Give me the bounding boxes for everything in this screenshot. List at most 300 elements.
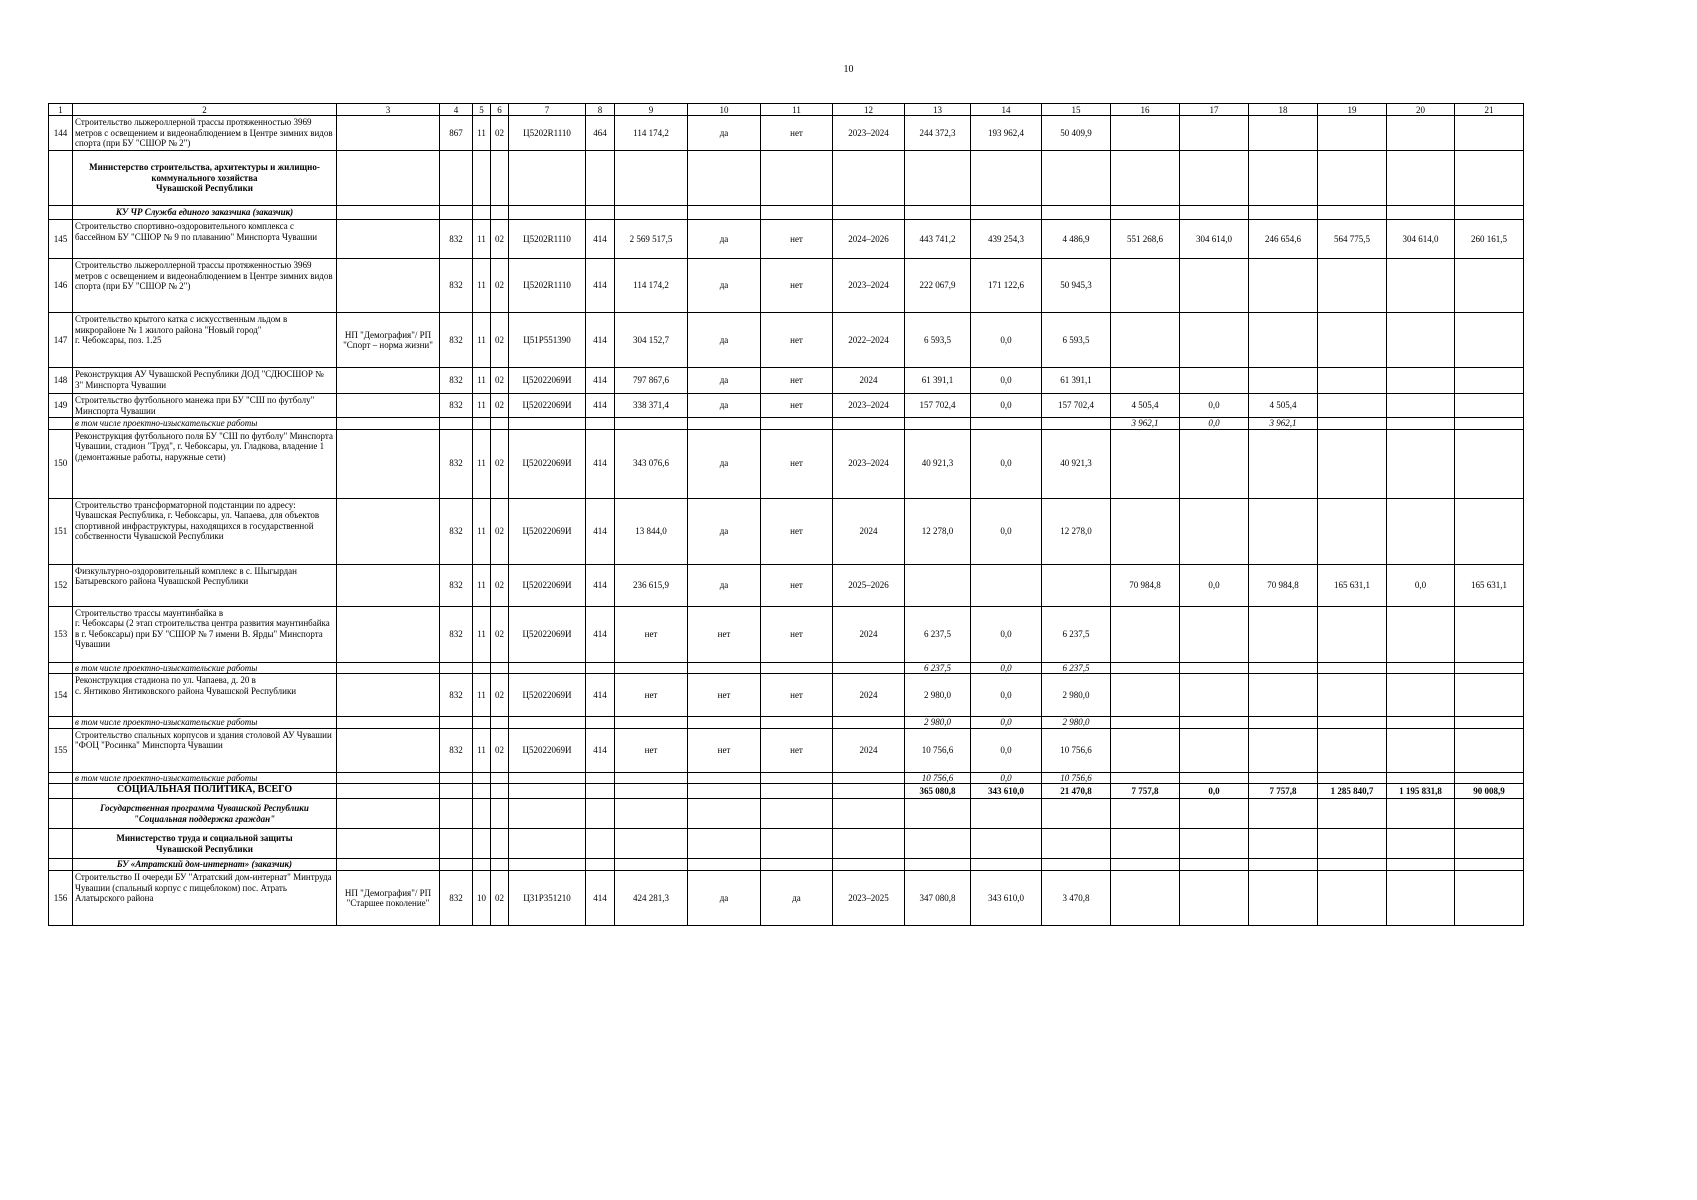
value-cell: 02 (491, 429, 509, 498)
value-cell (1455, 429, 1524, 498)
value-cell: нет (761, 394, 833, 418)
value-cell (615, 717, 688, 729)
value-cell (905, 799, 971, 829)
value-cell (1455, 498, 1524, 564)
value-cell: 02 (491, 871, 509, 926)
value-cell (1455, 674, 1524, 717)
page-number: 10 (843, 64, 854, 75)
value-cell (473, 859, 491, 871)
value-cell (337, 717, 440, 729)
value-cell: 12 278,0 (1042, 498, 1111, 564)
value-cell (1042, 859, 1111, 871)
column-number-header: 11 (761, 104, 833, 116)
value-cell (1455, 259, 1524, 313)
row-number-cell (49, 799, 73, 829)
row-number-cell: 150 (49, 429, 73, 498)
value-cell: да (688, 220, 761, 259)
value-cell (1111, 871, 1180, 926)
value-cell: да (688, 368, 761, 394)
value-cell (337, 799, 440, 829)
value-cell: 1 195 831,8 (1387, 784, 1455, 799)
value-cell (761, 829, 833, 859)
row-number-cell (49, 717, 73, 729)
value-cell (1111, 728, 1180, 772)
value-cell (1180, 498, 1249, 564)
value-cell: 414 (586, 674, 615, 717)
value-cell (1111, 606, 1180, 662)
value-cell (1455, 859, 1524, 871)
value-cell (337, 220, 440, 259)
value-cell: 260 161,5 (1455, 220, 1524, 259)
section-heading-row (49, 859, 1524, 871)
object-name-cell: Государственная программа Чувашской Республики "Социальная поддержка граждан" (73, 799, 337, 829)
value-cell: 304 614,0 (1387, 220, 1455, 259)
value-cell (440, 418, 473, 430)
value-cell (1387, 206, 1455, 220)
value-cell (1249, 116, 1318, 151)
value-cell (473, 151, 491, 206)
value-cell (1455, 394, 1524, 418)
value-cell (1318, 116, 1387, 151)
value-cell: нет (615, 674, 688, 717)
value-cell: 171 122,6 (971, 259, 1042, 313)
row-number-cell (49, 859, 73, 871)
value-cell (440, 151, 473, 206)
column-number-header: 18 (1249, 104, 1318, 116)
value-cell (1249, 799, 1318, 829)
value-cell: 0,0 (1180, 564, 1249, 606)
value-cell: 0,0 (971, 429, 1042, 498)
value-cell: 2 980,0 (1042, 717, 1111, 729)
value-cell (1318, 728, 1387, 772)
value-cell (688, 662, 761, 674)
value-cell: 7 757,8 (1249, 784, 1318, 799)
value-cell: 0,0 (971, 498, 1042, 564)
row-number-cell: 156 (49, 871, 73, 926)
value-cell: Ц51P551390 (509, 313, 586, 368)
value-cell (509, 206, 586, 220)
object-name-cell: КУ ЧР Служба единого заказчика (заказчик) (73, 206, 337, 220)
value-cell: 414 (586, 220, 615, 259)
section-heading-row (49, 151, 1524, 206)
value-cell: 0,0 (971, 674, 1042, 717)
value-cell (1318, 206, 1387, 220)
value-cell: 832 (440, 871, 473, 926)
value-cell: нет (761, 498, 833, 564)
value-cell (1387, 829, 1455, 859)
value-cell (337, 259, 440, 313)
value-cell (761, 206, 833, 220)
value-cell (688, 717, 761, 729)
object-name-cell: Министерство труда и социальной защиты Чувашской Республики (73, 829, 337, 859)
value-cell (1387, 418, 1455, 430)
value-cell: 11 (473, 116, 491, 151)
value-cell: 02 (491, 259, 509, 313)
value-cell (1387, 313, 1455, 368)
value-cell: да (688, 498, 761, 564)
value-cell: 424 281,3 (615, 871, 688, 926)
value-cell: 2024 (833, 728, 905, 772)
value-cell: 551 268,6 (1111, 220, 1180, 259)
value-cell (440, 772, 473, 784)
row-number-cell: 154 (49, 674, 73, 717)
value-cell: нет (761, 259, 833, 313)
value-cell: 10 756,6 (905, 772, 971, 784)
table-row (49, 313, 1524, 368)
value-cell: нет (761, 220, 833, 259)
value-cell (337, 394, 440, 418)
object-name-cell: Строительство II очереди БУ "Атратский дом-интернат" Минтруда Чувашии (спальный корпус с пищеблоком) пос. Атрать Алатырского района (73, 871, 337, 926)
value-cell: Ц52022069И (509, 368, 586, 394)
value-cell: 50 945,3 (1042, 259, 1111, 313)
value-cell (440, 859, 473, 871)
value-cell: Ц5202R1110 (509, 259, 586, 313)
value-cell (1111, 259, 1180, 313)
value-cell (337, 151, 440, 206)
value-cell (337, 498, 440, 564)
value-cell: 414 (586, 728, 615, 772)
value-cell: 13 844,0 (615, 498, 688, 564)
value-cell: нет (688, 606, 761, 662)
value-cell (586, 859, 615, 871)
value-cell (1042, 799, 1111, 829)
value-cell: 114 174,2 (615, 116, 688, 151)
value-cell (615, 151, 688, 206)
value-cell: да (688, 429, 761, 498)
value-cell (1455, 717, 1524, 729)
value-cell (337, 418, 440, 430)
value-cell (491, 784, 509, 799)
table-row (49, 116, 1524, 151)
value-cell (1111, 829, 1180, 859)
value-cell (761, 859, 833, 871)
value-cell (1387, 674, 1455, 717)
total-row (49, 784, 1524, 799)
value-cell: 343 076,6 (615, 429, 688, 498)
value-cell (1042, 829, 1111, 859)
row-number-cell: 155 (49, 728, 73, 772)
value-cell: нет (761, 116, 833, 151)
object-name-cell: Министерство строительства, архитектуры и жилищно-коммунального хозяйства Чувашской Республики (73, 151, 337, 206)
value-cell: 02 (491, 313, 509, 368)
value-cell (1318, 313, 1387, 368)
value-cell (905, 151, 971, 206)
value-cell: 6 593,5 (905, 313, 971, 368)
value-cell (1387, 394, 1455, 418)
row-number-cell (49, 206, 73, 220)
value-cell: 414 (586, 429, 615, 498)
value-cell: 02 (491, 674, 509, 717)
value-cell (509, 717, 586, 729)
value-cell (688, 206, 761, 220)
value-cell: 02 (491, 220, 509, 259)
value-cell (1249, 772, 1318, 784)
value-cell (491, 151, 509, 206)
value-cell: 414 (586, 871, 615, 926)
value-cell (473, 772, 491, 784)
value-cell: да (688, 313, 761, 368)
value-cell: 61 391,1 (1042, 368, 1111, 394)
value-cell: 0,0 (971, 662, 1042, 674)
value-cell (1180, 313, 1249, 368)
value-cell: нет (761, 728, 833, 772)
row-number-cell (49, 418, 73, 430)
value-cell (440, 784, 473, 799)
value-cell (1180, 829, 1249, 859)
value-cell (971, 829, 1042, 859)
value-cell (1249, 674, 1318, 717)
value-cell (337, 772, 440, 784)
value-cell: 797 867,6 (615, 368, 688, 394)
value-cell (1318, 871, 1387, 926)
value-cell: 90 008,9 (1455, 784, 1524, 799)
value-cell: 11 (473, 394, 491, 418)
value-cell (1111, 662, 1180, 674)
table-row (49, 498, 1524, 564)
value-cell: 3 962,1 (1111, 418, 1180, 430)
value-cell (491, 418, 509, 430)
value-cell: 244 372,3 (905, 116, 971, 151)
column-number-header: 8 (586, 104, 615, 116)
row-number-cell (49, 784, 73, 799)
value-cell: 61 391,1 (905, 368, 971, 394)
value-cell (1249, 368, 1318, 394)
value-cell: Ц52022069И (509, 564, 586, 606)
value-cell: 70 984,8 (1249, 564, 1318, 606)
value-cell (586, 829, 615, 859)
column-number-header: 3 (337, 104, 440, 116)
value-cell: да (688, 259, 761, 313)
value-cell (1387, 728, 1455, 772)
value-cell (491, 206, 509, 220)
value-cell (1180, 728, 1249, 772)
value-cell: 2022–2024 (833, 313, 905, 368)
value-cell: 304 152,7 (615, 313, 688, 368)
value-cell (473, 717, 491, 729)
value-cell (337, 674, 440, 717)
value-cell: 6 237,5 (1042, 662, 1111, 674)
value-cell (509, 418, 586, 430)
value-cell (440, 829, 473, 859)
value-cell (1387, 717, 1455, 729)
value-cell: 246 654,6 (1249, 220, 1318, 259)
value-cell (491, 772, 509, 784)
value-cell: 338 371,4 (615, 394, 688, 418)
value-cell: 832 (440, 394, 473, 418)
value-cell: 11 (473, 313, 491, 368)
value-cell (1180, 368, 1249, 394)
value-cell: Ц52022069И (509, 728, 586, 772)
value-cell: 6 237,5 (1042, 606, 1111, 662)
table-header-row (49, 104, 1524, 116)
value-cell: Ц52022069И (509, 394, 586, 418)
value-cell (1455, 772, 1524, 784)
value-cell (586, 662, 615, 674)
value-cell (1318, 859, 1387, 871)
value-cell (1249, 429, 1318, 498)
value-cell: 11 (473, 606, 491, 662)
value-cell (1249, 151, 1318, 206)
value-cell (1249, 313, 1318, 368)
value-cell: 2024 (833, 498, 905, 564)
value-cell (1318, 606, 1387, 662)
value-cell (1249, 662, 1318, 674)
value-cell: 0,0 (971, 717, 1042, 729)
value-cell: 0,0 (971, 394, 1042, 418)
value-cell: 193 962,4 (971, 116, 1042, 151)
column-number-header: 5 (473, 104, 491, 116)
value-cell (1249, 829, 1318, 859)
value-cell (440, 206, 473, 220)
value-cell (761, 151, 833, 206)
value-cell (1180, 871, 1249, 926)
value-cell: 2024 (833, 606, 905, 662)
table-row (49, 259, 1524, 313)
value-cell: 347 080,8 (905, 871, 971, 926)
value-cell (1249, 871, 1318, 926)
value-cell (615, 829, 688, 859)
value-cell (509, 662, 586, 674)
value-cell (1180, 259, 1249, 313)
value-cell: 4 505,4 (1111, 394, 1180, 418)
value-cell: 464 (586, 116, 615, 151)
value-cell (337, 116, 440, 151)
value-cell (473, 206, 491, 220)
value-cell (1387, 116, 1455, 151)
value-cell (688, 784, 761, 799)
value-cell: 343 610,0 (971, 871, 1042, 926)
value-cell: 832 (440, 368, 473, 394)
value-cell: НП "Демография"/ РП "Старшее поколение" (337, 871, 440, 926)
value-cell (473, 662, 491, 674)
value-cell (1111, 674, 1180, 717)
value-cell (833, 206, 905, 220)
value-cell (337, 662, 440, 674)
value-cell (1042, 151, 1111, 206)
value-cell: 10 (473, 871, 491, 926)
row-number-cell: 144 (49, 116, 73, 151)
value-cell (491, 859, 509, 871)
value-cell (1318, 259, 1387, 313)
value-cell: 867 (440, 116, 473, 151)
value-cell (905, 859, 971, 871)
value-cell (473, 829, 491, 859)
value-cell (615, 784, 688, 799)
value-cell (1111, 429, 1180, 498)
value-cell (971, 564, 1042, 606)
value-cell (586, 799, 615, 829)
object-name-cell: Строительство спортивно-оздоровительного комплекса с бассейном БУ "СШОР № 9 по плаванию" Минспорта Чувашии (73, 220, 337, 259)
value-cell (1318, 772, 1387, 784)
value-cell: 832 (440, 606, 473, 662)
value-cell: 157 702,4 (905, 394, 971, 418)
value-cell (586, 784, 615, 799)
value-cell: нет (688, 728, 761, 772)
value-cell: да (688, 871, 761, 926)
value-cell (1111, 206, 1180, 220)
value-cell: 0,0 (971, 368, 1042, 394)
row-number-cell: 146 (49, 259, 73, 313)
value-cell: 832 (440, 313, 473, 368)
value-cell (1180, 429, 1249, 498)
column-number-header: 6 (491, 104, 509, 116)
value-cell (688, 772, 761, 784)
object-name-cell: Строительство спальных корпусов и здания столовой АУ Чувашии "ФОЦ "Росинка" Минспорта Чувашии (73, 728, 337, 772)
table-row (49, 564, 1524, 606)
value-cell: 114 174,2 (615, 259, 688, 313)
value-cell: 0,0 (971, 313, 1042, 368)
value-cell: 0,0 (1180, 784, 1249, 799)
value-cell: Ц5202R1110 (509, 116, 586, 151)
value-cell (337, 606, 440, 662)
value-cell: 6 237,5 (905, 606, 971, 662)
row-number-cell: 153 (49, 606, 73, 662)
value-cell (586, 206, 615, 220)
value-cell (833, 829, 905, 859)
value-cell: 02 (491, 394, 509, 418)
value-cell (1455, 368, 1524, 394)
row-number-cell: 145 (49, 220, 73, 259)
value-cell: 6 593,5 (1042, 313, 1111, 368)
value-cell: 10 756,6 (905, 728, 971, 772)
table-row (49, 368, 1524, 394)
value-cell (615, 418, 688, 430)
value-cell (337, 206, 440, 220)
row-number-cell (49, 151, 73, 206)
object-name-cell: Строительство трассы маунтинбайка в г. Чебоксары (2 этап строительства центра развития маунтинбайка в г. Чебоксары) при БУ "СШОР № 7 имени В. Ярды" Минспорта Чувашии (73, 606, 337, 662)
value-cell (1111, 313, 1180, 368)
value-cell: 50 409,9 (1042, 116, 1111, 151)
value-cell (1180, 206, 1249, 220)
column-number-header: 14 (971, 104, 1042, 116)
value-cell (440, 662, 473, 674)
row-number-cell: 148 (49, 368, 73, 394)
value-cell (615, 772, 688, 784)
value-cell (1180, 674, 1249, 717)
value-cell (473, 418, 491, 430)
value-cell: 2024–2026 (833, 220, 905, 259)
value-cell (833, 772, 905, 784)
value-cell (1455, 418, 1524, 430)
value-cell (491, 662, 509, 674)
table-row (49, 220, 1524, 259)
value-cell (1387, 662, 1455, 674)
value-cell: 414 (586, 394, 615, 418)
value-cell (473, 784, 491, 799)
value-cell (1111, 859, 1180, 871)
value-cell (1180, 859, 1249, 871)
value-cell (1111, 151, 1180, 206)
value-cell: 02 (491, 564, 509, 606)
object-name-cell: СОЦИАЛЬНАЯ ПОЛИТИКА, ВСЕГО (73, 784, 337, 799)
value-cell: 414 (586, 564, 615, 606)
value-cell (1249, 859, 1318, 871)
value-cell (337, 829, 440, 859)
value-cell (905, 564, 971, 606)
column-number-header: 9 (615, 104, 688, 116)
object-name-cell: в том числе проектно-изыскательские работы (73, 717, 337, 729)
value-cell (615, 799, 688, 829)
value-cell: 157 702,4 (1042, 394, 1111, 418)
value-cell: 0,0 (971, 606, 1042, 662)
object-name-cell: Реконструкция АУ Чувашской Республики ДОД "СДЮСШОР № 3" Минспорта Чувашии (73, 368, 337, 394)
value-cell (1455, 829, 1524, 859)
value-cell (1387, 859, 1455, 871)
value-cell: да (688, 394, 761, 418)
value-cell (1249, 206, 1318, 220)
value-cell (833, 151, 905, 206)
column-number-header: 7 (509, 104, 586, 116)
